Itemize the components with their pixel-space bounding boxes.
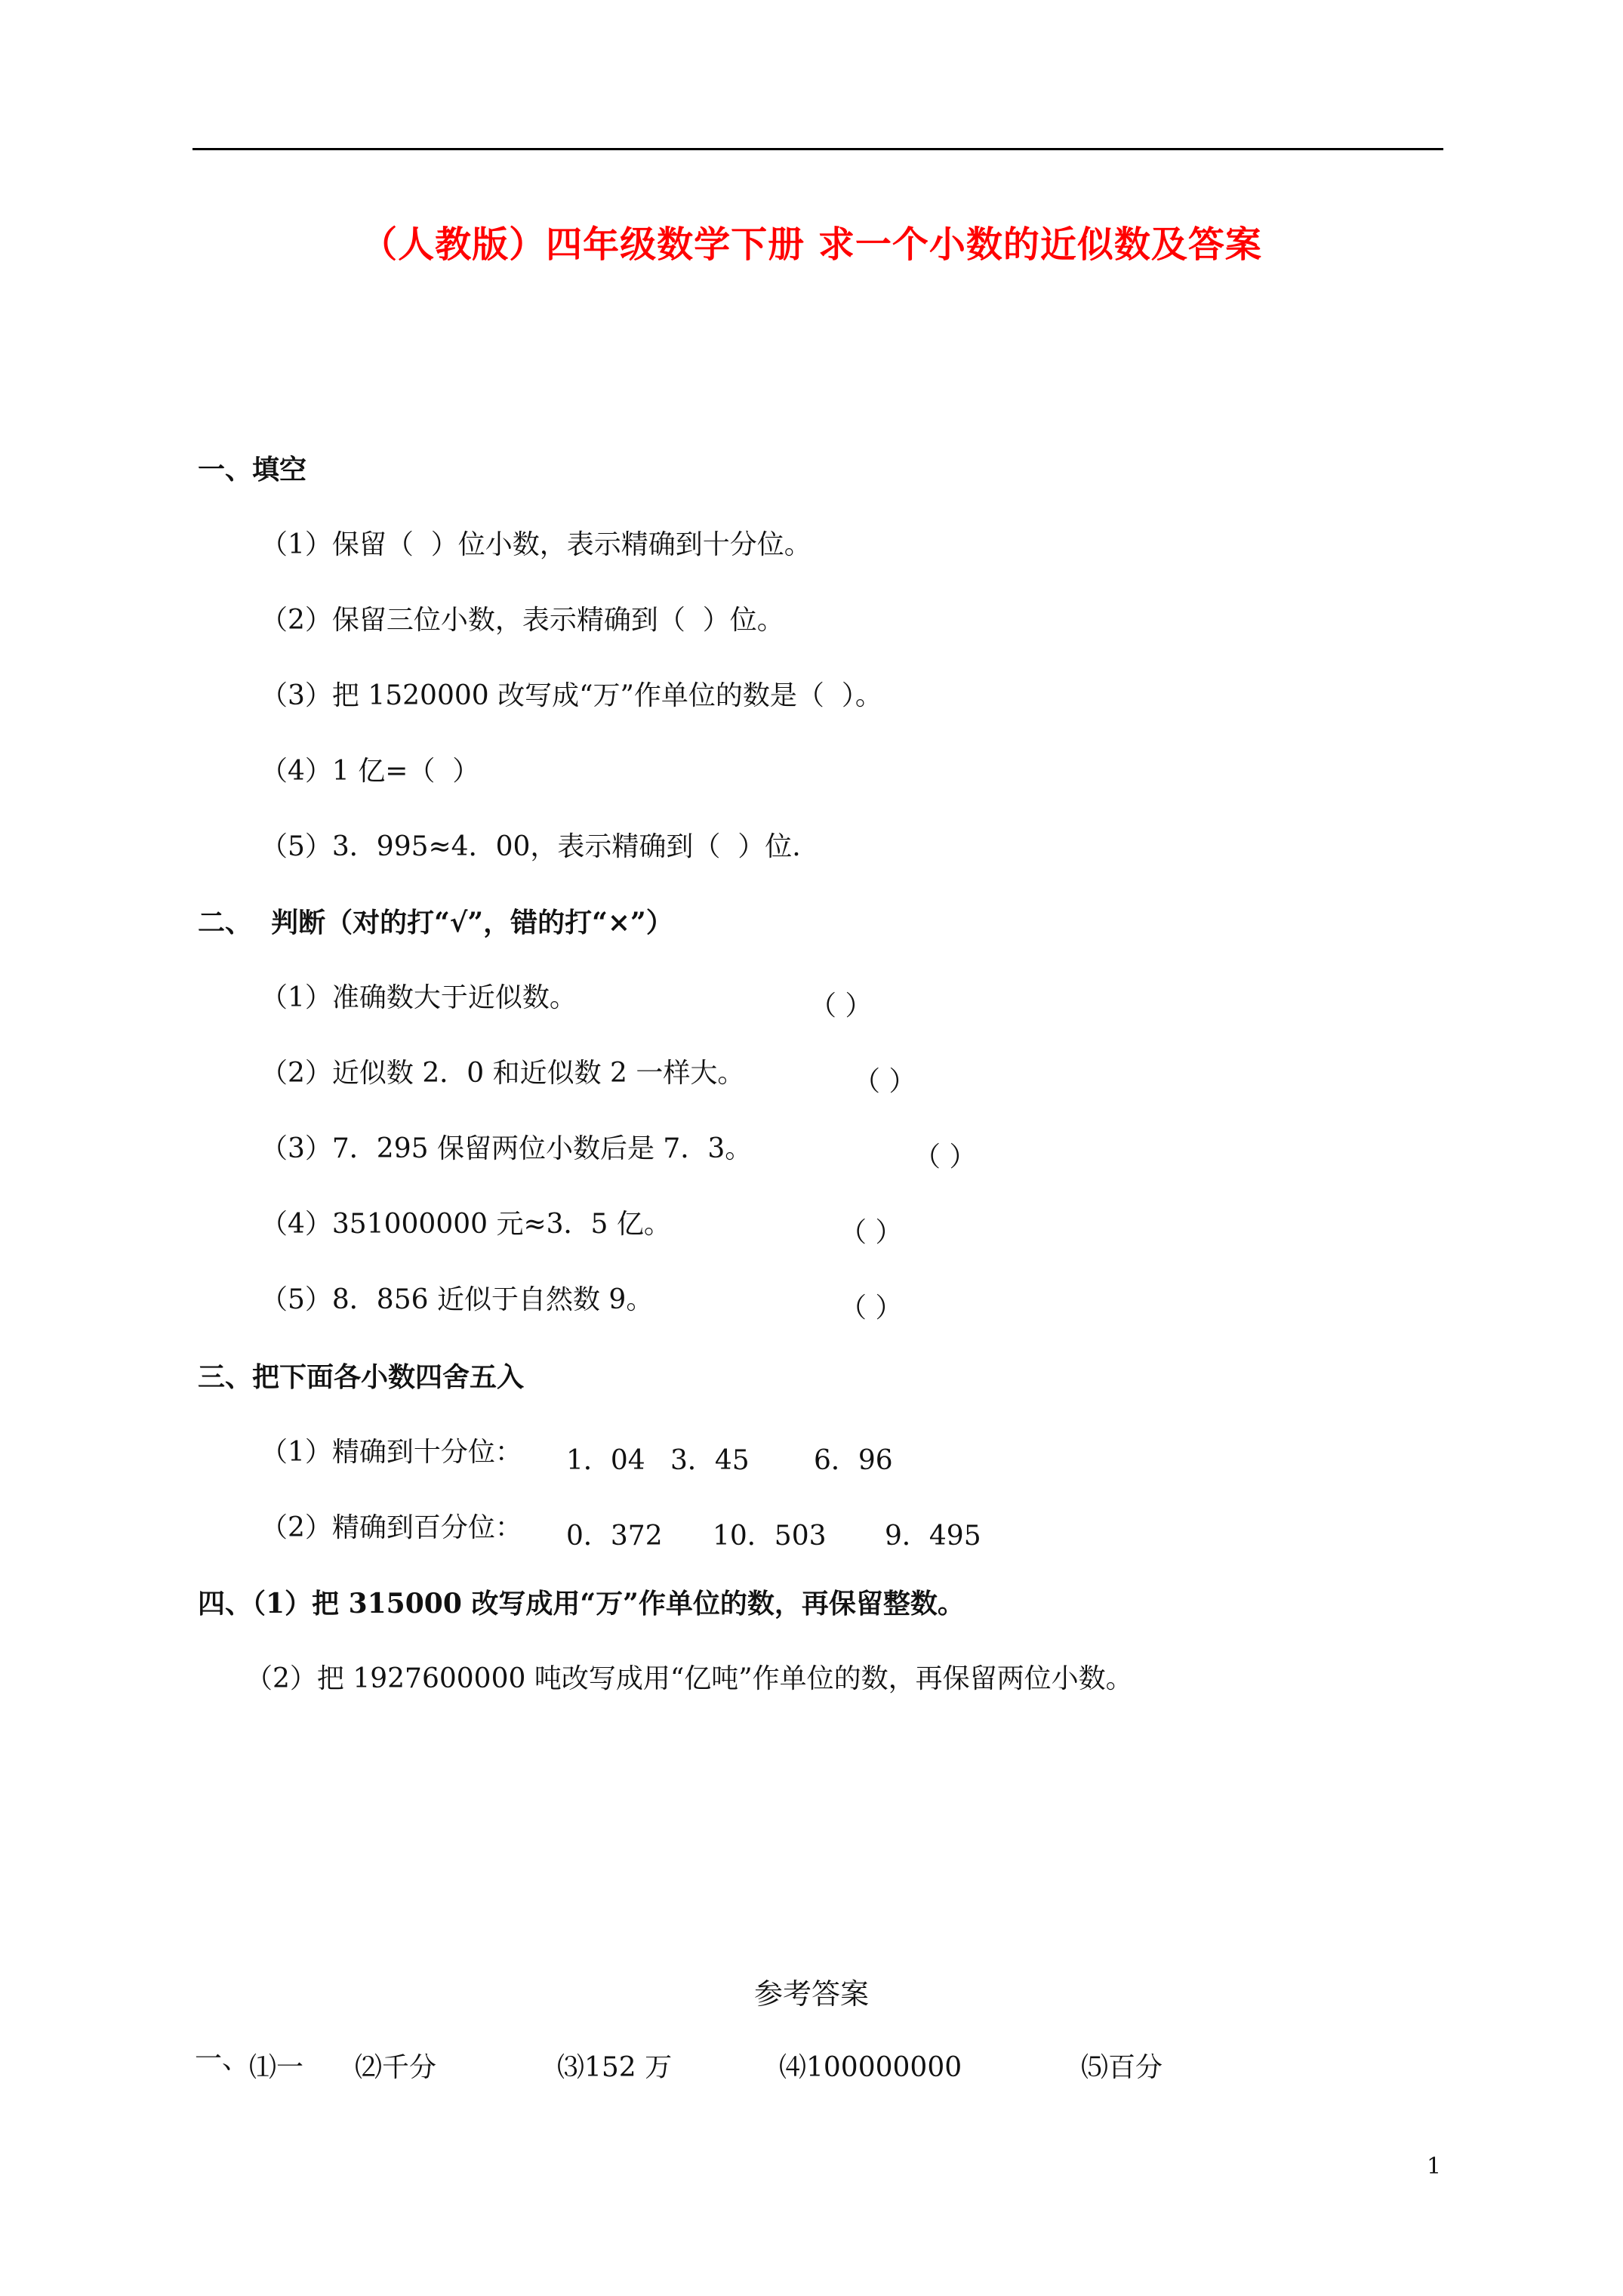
page-number: 1	[1427, 2153, 1442, 2180]
section2-item-5: （5）8．856 近似于自然数 9。	[260, 1284, 654, 1315]
section1-item-4: （4）1 亿=（ ）	[260, 756, 480, 787]
section2-item-4-blank: （ ）	[839, 1217, 903, 1248]
answer-1: ⑴一	[249, 2052, 304, 2083]
section1-item-3: （3）把 1520000 改写成“万”作单位的数是（ ）。	[260, 680, 882, 711]
section2-item-2-blank: （ ）	[853, 1066, 916, 1097]
answer-4: ⑷100000000	[779, 2052, 962, 2083]
section4-item-2: （2）把 1927600000 吨改写成用“亿吨”作单位的数，再保留两位小数。	[245, 1663, 1133, 1694]
section1-heading: 一、填空	[198, 454, 307, 485]
section3-item-1-value-3: 6．96	[814, 1445, 893, 1476]
section3-item-2-value-2: 10．503	[713, 1521, 827, 1552]
answer-2: ⑵千分	[355, 2052, 437, 2083]
answers-title: 参考答案	[753, 1977, 869, 2011]
section2-item-5-blank: （ ）	[839, 1293, 903, 1324]
section2-item-3-blank: （ ）	[913, 1142, 977, 1173]
answers-prefix: 一、	[195, 2044, 250, 2075]
section3-item-1-label: （1）精确到十分位：	[260, 1437, 522, 1468]
header-rule	[192, 148, 1443, 150]
section1-item-1: （1）保留（ ）位小数，表示精确到十分位。	[260, 529, 812, 560]
section2-item-1-blank: （ ）	[809, 991, 873, 1022]
section2-item-2: （2）近似数 2．0 和近似数 2 一样大。	[260, 1058, 745, 1089]
answer-3: ⑶152 万	[557, 2052, 673, 2083]
section3-item-1-value-1: 1．04	[566, 1445, 645, 1476]
section3-item-2-value-1: 0．372	[566, 1521, 663, 1552]
section2-item-4: （4）351000000 元≈3．5 亿。	[260, 1209, 671, 1240]
section2-item-1: （1）准确数大于近似数。	[260, 982, 577, 1013]
section3-item-2-label: （2）精确到百分位：	[260, 1512, 522, 1543]
section2-heading: 二、 判断（对的打“√”，错的打“×”）	[198, 907, 673, 938]
section3-item-1-value-2: 3．45	[670, 1445, 750, 1476]
section4-heading: 四、（1）把 315000 改写成用“万”作单位的数，再保留整数。	[198, 1588, 965, 1620]
document-title: （人教版）四年级数学下册 求一个小数的近似数及答案	[361, 223, 1262, 266]
section1-item-5: （5）3．995≈4．00，表示精确到（ ）位.	[260, 831, 801, 862]
section1-item-2: （2）保留三位小数，表示精确到（ ）位。	[260, 605, 784, 636]
section3-heading: 三、把下面各小数四舍五入	[198, 1361, 525, 1393]
section3-item-2-value-3: 9．495	[885, 1521, 981, 1552]
section2-item-3: （3）7．295 保留两位小数后是 7．3。	[260, 1133, 753, 1164]
answer-5: ⑸百分	[1081, 2052, 1163, 2083]
